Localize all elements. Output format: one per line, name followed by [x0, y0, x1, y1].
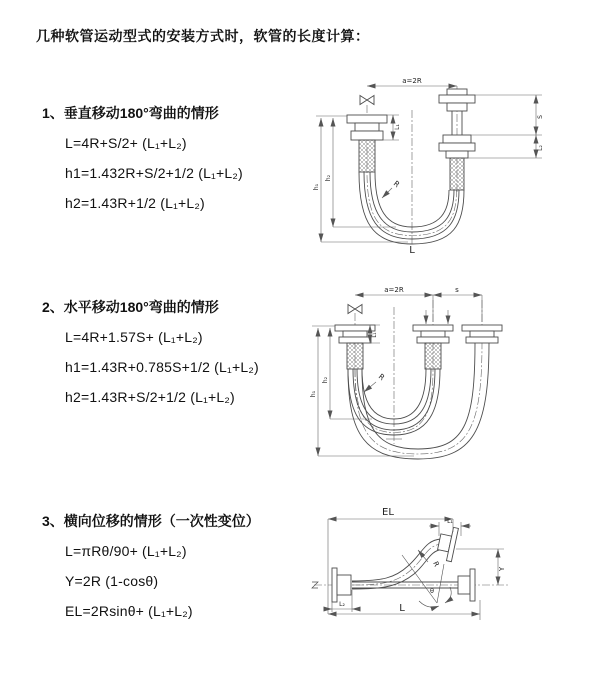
section-heading: 3、横向位移的情形（一次性变位）	[42, 513, 260, 529]
dimension-lines	[324, 519, 504, 620]
page-title: 几种软管运动型式的安装方式时，软管的长度计算：	[36, 28, 370, 44]
section-heading: 1、垂直移动180°弯曲的情形	[42, 105, 219, 121]
dim-label-l2: L₂	[339, 601, 345, 608]
formula-list	[42, 128, 243, 218]
displaced-pipe-fitting	[462, 325, 502, 343]
dim-label-l1: L₁	[447, 518, 453, 525]
left-braided-hose-section	[359, 140, 375, 172]
section-vertical-movement	[42, 104, 243, 218]
section-horizontal-movement	[42, 298, 259, 412]
formula-line: Y=2R (1-cosθ)	[65, 573, 159, 589]
dim-label-s: S	[537, 115, 544, 119]
dim-label-h2: h₂	[322, 376, 329, 384]
dim-label-y: Y	[498, 566, 506, 572]
dimension-lines	[316, 86, 542, 242]
right-braided-hose-section	[450, 158, 464, 190]
dim-label-a2r: a=2R	[384, 286, 404, 294]
formula-line: h1=1.432R+S/2+1/2 (L₁+L₂)	[65, 165, 243, 181]
formula-line: L=4R+1.57S+ (L₁+L₂)	[65, 329, 203, 345]
technical-drawing-u-hose-vertical	[296, 72, 556, 262]
diagram-lateral-displacement	[298, 502, 578, 642]
length-label: L	[399, 603, 405, 614]
middle-pipe-fitting	[413, 325, 453, 343]
right-pipe-fitting-original	[458, 569, 475, 601]
radius-label: R	[376, 371, 387, 383]
section-heading: 2、水平移动180°弯曲的情形	[42, 299, 219, 315]
valve-icon	[348, 305, 362, 314]
dim-label-a2r: a=2R	[402, 77, 422, 85]
left-braided-hose-section	[347, 343, 363, 369]
dimension-lines	[312, 295, 482, 456]
technical-drawing-u-hose-horizontal	[296, 282, 561, 462]
diagram-horizontal-180-bend	[296, 282, 561, 462]
dim-label-h1: h₁	[310, 390, 317, 398]
radius-label: R	[431, 560, 441, 569]
dim-label-s: s	[455, 286, 459, 294]
formula-list	[42, 322, 259, 412]
left-pipe-fitting	[335, 325, 375, 343]
technical-drawing-s-hose-lateral	[298, 502, 578, 642]
dim-label-el: EL	[382, 507, 394, 518]
middle-braided-hose-section	[425, 343, 441, 369]
dim-label-l1: L₁	[372, 332, 378, 338]
formula-list	[42, 536, 260, 626]
formula-line: L=4R+S/2+ (L₁+L₂)	[65, 135, 187, 151]
valve-icon	[360, 96, 374, 105]
diagram-vertical-180-bend	[296, 72, 556, 262]
left-pipe-fitting	[332, 568, 351, 602]
left-pipe-fitting	[347, 115, 387, 140]
formula-line: h1=1.43R+0.785S+1/2 (L₁+L₂)	[65, 359, 259, 375]
section-lateral-displacement	[42, 512, 260, 626]
u-hose-curves	[359, 172, 464, 244]
angle-label-theta: θ	[430, 587, 434, 595]
dim-label-h2: h₂	[325, 174, 332, 182]
angle-construction	[402, 555, 451, 607]
formula-line: h2=1.43R+S/2+1/2 (L₁+L₂)	[65, 389, 235, 405]
dim-label-l1: L₁	[394, 124, 401, 130]
u-hose-curves-position2	[348, 343, 489, 459]
formula-line: h2=1.43R+1/2 (L₁+L₂)	[65, 195, 205, 211]
formula-line: EL=2Rsinθ+ (L₁+L₂)	[65, 603, 193, 619]
dim-label-l2: L₂	[537, 145, 544, 151]
radius-label: R	[391, 178, 402, 190]
right-pipe-fitting	[439, 89, 475, 158]
hose-displaced-position	[352, 539, 443, 589]
centerlines	[367, 86, 457, 244]
dim-label-h1: h₁	[313, 183, 320, 191]
formula-line: L=πRθ/90+ (L₁+L₂)	[65, 543, 187, 559]
length-label: L	[409, 245, 415, 256]
